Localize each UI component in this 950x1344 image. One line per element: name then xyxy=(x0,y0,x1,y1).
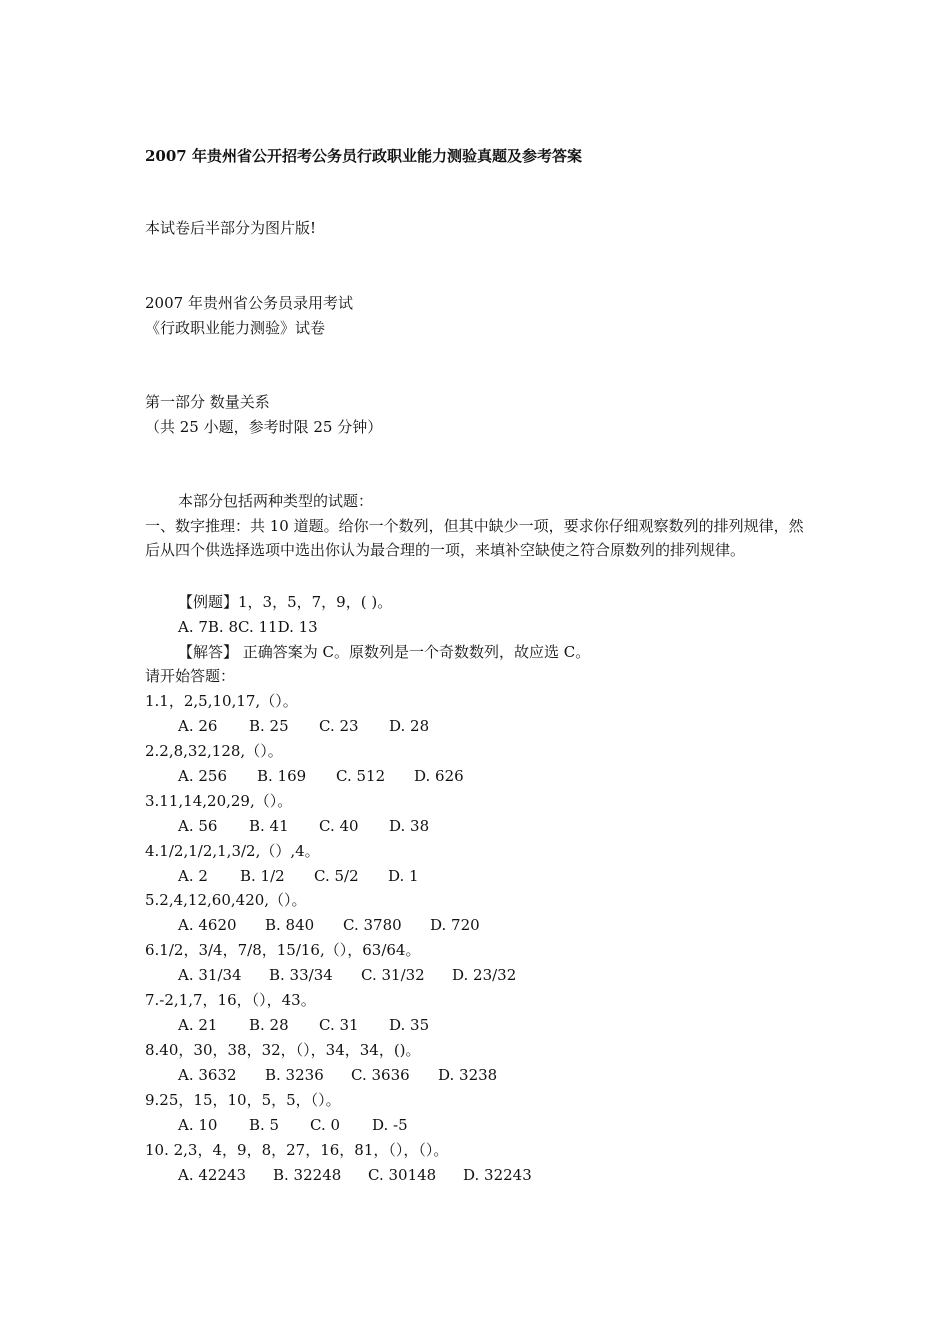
example-question: 【例题】1，3，5，7，9，( )。 xyxy=(178,593,393,611)
option-d: D. 1 xyxy=(388,867,419,885)
question-9-options xyxy=(178,1114,408,1136)
question-8: 8.40，30，38，32，（），34，34，()。 xyxy=(145,1041,421,1059)
example-options: A. 7B. 8C. 11D. 13 xyxy=(178,618,318,636)
question-5-options xyxy=(178,914,480,936)
option-b: B. 25 xyxy=(249,717,289,735)
question-2: 2.2,8,32,128,（）。 xyxy=(145,742,283,760)
question-1: 1.1，2,5,10,17,（）。 xyxy=(145,692,298,710)
example-answer: 【解答】 正确答案为 C。原数列是一个奇数数列，故应选 C。 xyxy=(178,643,591,661)
question-6: 6.1/2，3/4，7/8，15/16,（），63/64。 xyxy=(145,941,421,959)
section1-description: 一、数字推理：共 10 道题。给你一个数列，但其中缺少一项，要求你仔细观察数列的排列规律，然后从四个供选择选项中选出你认为最合理的一项，来填补空缺使之符合原数列的排列规律。 xyxy=(145,517,804,559)
option-c: C. 31 xyxy=(319,1016,359,1034)
option-b: B. 3236 xyxy=(265,1066,324,1084)
question-7: 7.-2,1,7，16，（），43。 xyxy=(145,991,316,1009)
option-d: D. 720 xyxy=(430,916,480,934)
option-a: A. 3632 xyxy=(178,1066,237,1084)
option-c: C. 23 xyxy=(319,717,359,735)
option-c: C. 5/2 xyxy=(314,867,359,885)
part-title: 第一部分 数量关系 xyxy=(145,393,270,411)
question-7-options xyxy=(178,1014,429,1036)
question-4-options xyxy=(178,865,419,887)
option-d: D. 32243 xyxy=(463,1166,532,1184)
option-d: D. 23/32 xyxy=(452,966,517,984)
option-a: A. 26 xyxy=(178,717,218,735)
option-b: B. 1/2 xyxy=(240,867,285,885)
option-b: B. 5 xyxy=(249,1116,280,1134)
option-b: B. 32248 xyxy=(273,1166,342,1184)
exam-paper: 《行政职业能力测验》试卷 xyxy=(145,319,326,337)
option-c: C. 3636 xyxy=(351,1066,410,1084)
option-a: A. 2 xyxy=(178,867,208,885)
option-a: A. 10 xyxy=(178,1116,218,1134)
paper-note: 本试卷后半部分为图片版! xyxy=(145,219,317,237)
option-b: B. 840 xyxy=(265,916,315,934)
question-8-options xyxy=(178,1064,497,1086)
option-a: A. 21 xyxy=(178,1016,218,1034)
question-4: 4.1/2,1/2,1,3/2,（）,4。 xyxy=(145,842,320,860)
option-c: C. 31/32 xyxy=(361,966,425,984)
question-5: 5.2,4,12,60,420,（）。 xyxy=(145,891,307,909)
question-3-options xyxy=(178,815,429,837)
option-d: D. 28 xyxy=(389,717,430,735)
option-d: D. 3238 xyxy=(438,1066,498,1084)
option-d: D. -5 xyxy=(372,1116,408,1134)
option-c: C. 3780 xyxy=(343,916,402,934)
section-intro: 本部分包括两种类型的试题： xyxy=(178,492,374,510)
option-d: D. 626 xyxy=(414,767,464,785)
option-a: A. 31/34 xyxy=(178,966,242,984)
start-prompt: 请开始答题： xyxy=(145,667,236,685)
option-c: C. 40 xyxy=(319,817,359,835)
question-3: 3.11,14,20,29,（）。 xyxy=(145,792,293,810)
option-b: B. 33/34 xyxy=(269,966,333,984)
option-b: B. 41 xyxy=(249,817,289,835)
option-c: C. 0 xyxy=(310,1116,341,1134)
question-6-options xyxy=(178,964,516,986)
option-a: A. 256 xyxy=(178,767,227,785)
option-d: D. 35 xyxy=(389,1016,430,1034)
option-a: A. 4620 xyxy=(178,916,237,934)
question-10: 10. 2,3，4，9，8，27，16，81，（），（）。 xyxy=(145,1141,449,1159)
question-9: 9.25，15，10，5，5，（）。 xyxy=(145,1091,341,1109)
exam-name: 2007 年贵州省公务员录用考试 xyxy=(145,294,353,312)
question-2-options xyxy=(178,765,464,787)
option-b: B. 169 xyxy=(257,767,307,785)
part-info: （共 25 小题，参考时限 25 分钟） xyxy=(145,418,383,436)
option-b: B. 28 xyxy=(249,1016,289,1034)
option-a: A. 42243 xyxy=(178,1166,247,1184)
option-c: C. 30148 xyxy=(368,1166,437,1184)
option-c: C. 512 xyxy=(336,767,386,785)
option-a: A. 56 xyxy=(178,817,218,835)
question-10-options xyxy=(178,1164,532,1186)
option-d: D. 38 xyxy=(389,817,430,835)
document-title: 2007 年贵州省公开招考公务员行政职业能力测验真题及参考答案 xyxy=(145,147,582,165)
question-1-options xyxy=(178,715,429,737)
